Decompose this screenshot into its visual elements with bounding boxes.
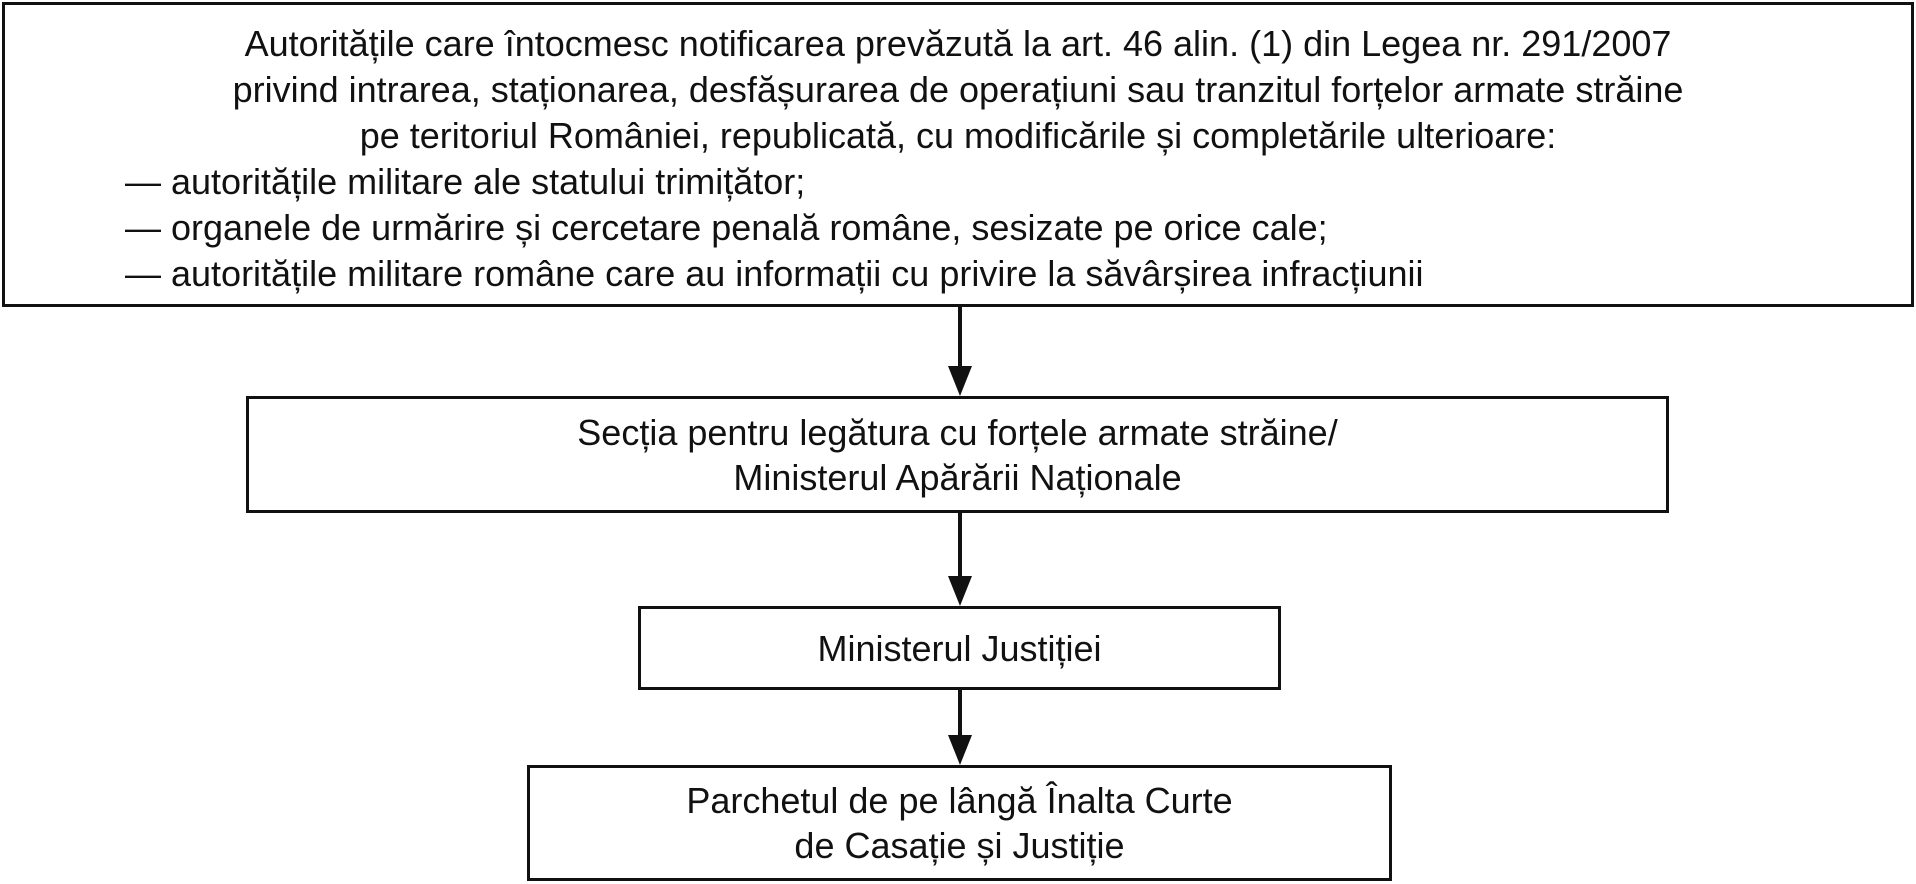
box4-line-1: Parchetul de pe lângă Înalta Curte: [686, 780, 1233, 821]
box4-line-2: de Casație și Justiție: [794, 825, 1125, 866]
prosecutors-office-box: [527, 765, 1392, 881]
box1-header-line-3: pe teritoriul României, republicată, cu modificările și completările ulterioare:: [359, 115, 1557, 156]
box1-list-item-2: — organele de urmărire și cercetare penală române, sesizate pe orice cale;: [125, 207, 1328, 248]
box3-line-1: Ministerul Justiției: [817, 627, 1102, 669]
liaison-section-box: [246, 396, 1669, 513]
box1-header-line-2: privind intrarea, staționarea, desfășurarea de operațiuni sau tranzitul forțelor armate străine: [232, 69, 1684, 110]
arrow-1: [948, 307, 972, 396]
ministry-of-justice-box: [638, 606, 1281, 690]
box1-header-line-1: Autoritățile care întocmesc notificarea prevăzută la art. 46 alin. (1) din Legea nr. 291/2007: [244, 23, 1672, 64]
arrow-2: [948, 513, 972, 606]
notifying-authorities-box: [2, 2, 1914, 307]
box1-list-item-1: — autoritățile militare ale statului trimițător;: [125, 161, 806, 202]
box1-list-item-3: — autoritățile militare române care au informații cu privire la săvârșirea infracțiunii: [125, 253, 1424, 294]
box2-line-1: Secția pentru legătura cu forțele armate străine/: [577, 411, 1338, 453]
arrow-3: [948, 690, 972, 765]
box2-line-2: Ministerul Apărării Naționale: [733, 456, 1182, 498]
